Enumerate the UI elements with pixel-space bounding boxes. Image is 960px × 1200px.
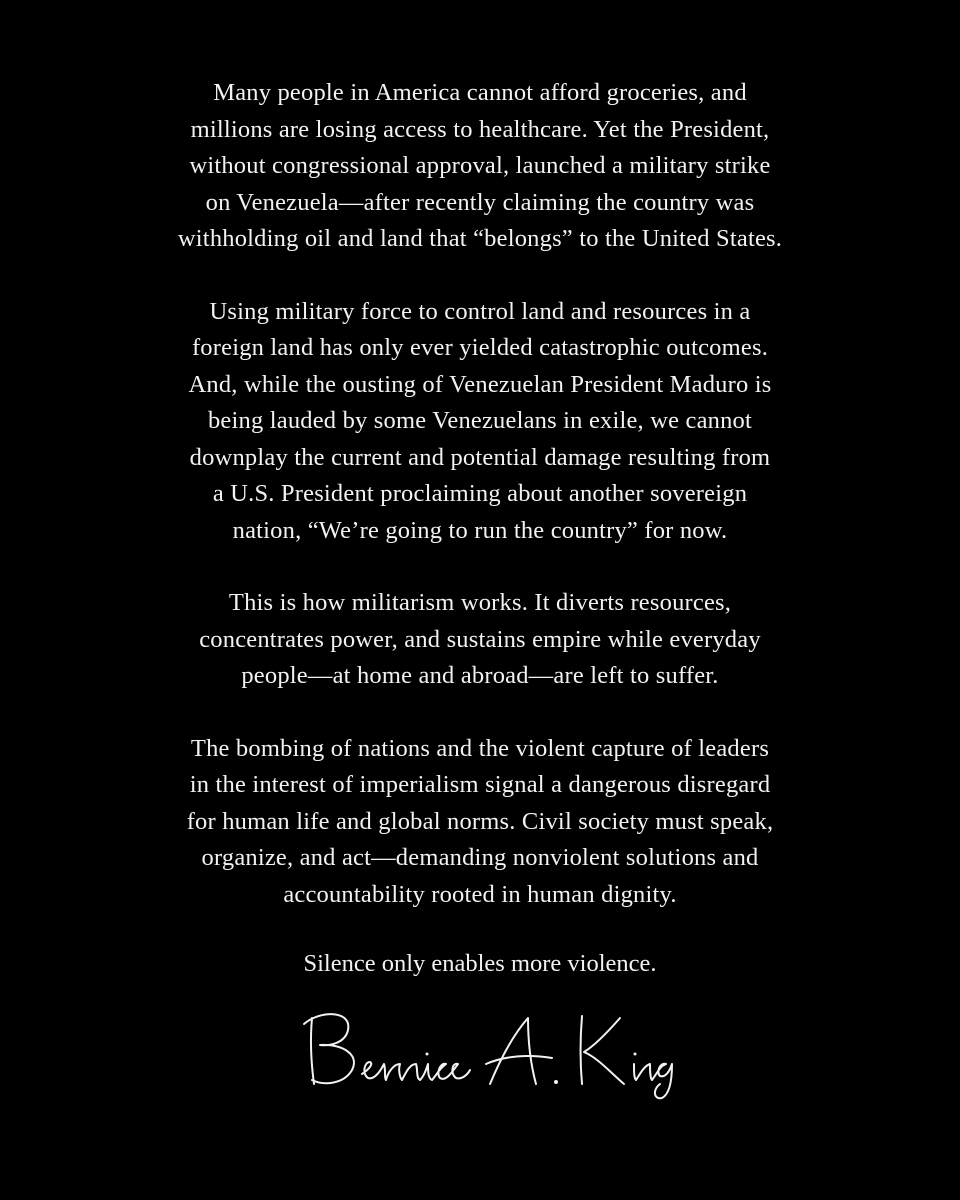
paragraph-line: being lauded by some Venezuelans in exile, we cannot [207, 407, 753, 434]
paragraph-line: for human life and global norms. Civil society must speak, [186, 807, 774, 835]
paragraph-1 [0, 75, 960, 258]
paragraph-line: foreign land has only ever yielded catastrophic outcomes. [191, 334, 769, 361]
paragraph-line: on Venezuela—after recently claiming the country was [205, 188, 755, 216]
paragraph-line: Many people in America cannot afford groceries, and [213, 79, 747, 106]
statement-body [0, 75, 960, 949]
closing-line: Silence only enables more violence. [303, 950, 657, 977]
handwritten-signature [290, 1000, 680, 1100]
paragraph-line: a U.S. President proclaiming about another sovereign [212, 480, 748, 507]
paragraph-line: withholding oil and land that “belongs” to the United States. [177, 225, 783, 252]
paragraph-3 [0, 585, 960, 695]
paragraph-line: The bombing of nations and the violent capture of leaders [190, 734, 770, 762]
paragraph-line: without congressional approval, launched a military strike [189, 152, 771, 179]
paragraph-line: Using military force to control land and resources in a [209, 297, 751, 325]
paragraph-line: downplay the current and potential damage resulting from [189, 443, 771, 471]
paragraph-4 [0, 731, 960, 914]
paragraph-line: This is how militarism works. It diverts resources, [228, 589, 732, 616]
paragraph-line: people—at home and abroad—are left to suffer. [241, 662, 719, 689]
paragraph-2 [0, 294, 960, 550]
paragraph-line: millions are losing access to healthcare. Yet the President, [190, 115, 770, 143]
paragraph-line: And, while the ousting of Venezuelan President Maduro is [188, 370, 772, 398]
signature-image [290, 1000, 680, 1100]
paragraph-line: organize, and act—demanding nonviolent solutions and [201, 844, 759, 871]
paragraph-line: accountability rooted in human dignity. [283, 880, 677, 908]
paragraph-line: concentrates power, and sustains empire while everyday [199, 625, 761, 653]
paragraph-line: in the interest of imperialism signal a dangerous disregard [189, 771, 771, 798]
paragraph-line: nation, “We’re going to run the country” for now. [232, 516, 728, 544]
